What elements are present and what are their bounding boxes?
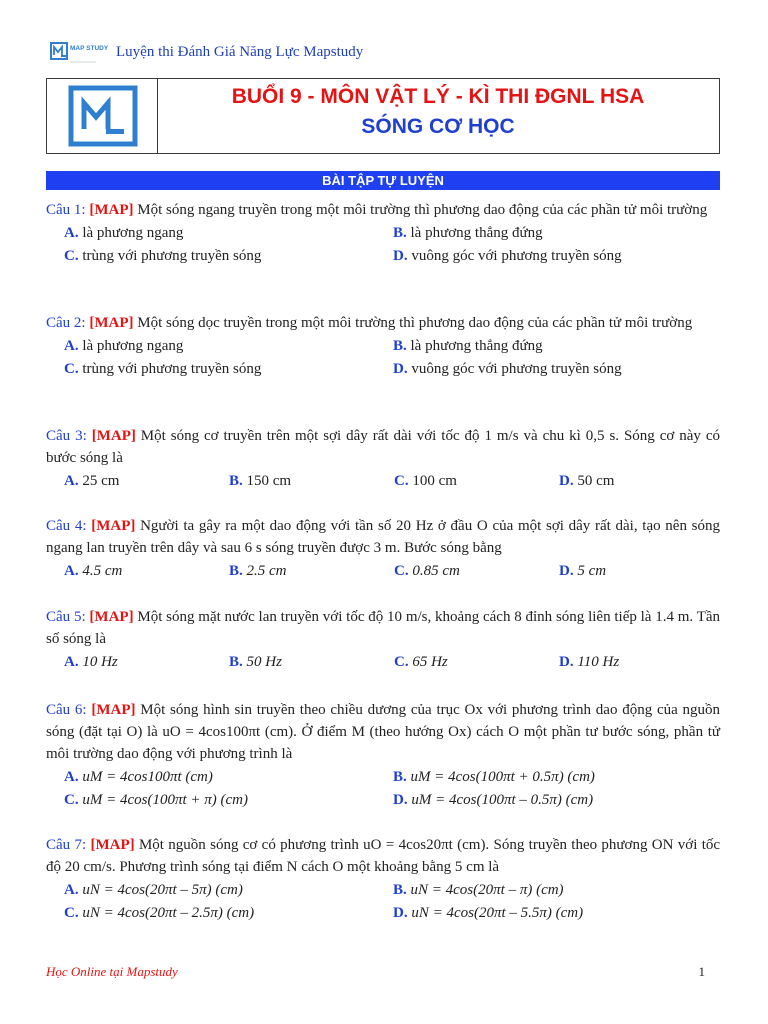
option-b[interactable] xyxy=(393,879,564,901)
option-text: uM = 4cos100πt (cm) xyxy=(82,769,213,785)
page-subtitle: SÓNG CƠ HỌC xyxy=(361,115,515,138)
question-5 xyxy=(46,606,720,674)
option-text: 10 Hz xyxy=(82,654,118,670)
header-logo-cell xyxy=(47,79,158,153)
top-title: Luyện thi Đánh Giá Năng Lực Mapstudy xyxy=(116,44,364,60)
question-tag: [MAP] xyxy=(89,202,134,218)
option-letter: A. xyxy=(64,882,79,898)
option-d[interactable] xyxy=(393,902,583,924)
option-text: 2.5 cm xyxy=(246,563,287,579)
option-text: 25 cm xyxy=(82,473,120,489)
question-tag: [MAP] xyxy=(90,837,135,853)
question-2 xyxy=(46,312,720,381)
option-text: vuông góc với phương truyền sóng xyxy=(411,248,622,264)
option-letter: D. xyxy=(393,792,408,808)
option-text: uM = 4cos(100πt + π) (cm) xyxy=(82,792,248,808)
question-number: Câu 2: xyxy=(46,315,86,331)
page-title: BUỔI 9 - MÔN VẬT LÝ - KÌ THI ĐGNL HSA xyxy=(231,85,645,108)
option-letter: A. xyxy=(64,473,79,489)
option-letter: A. xyxy=(64,338,79,354)
option-text: là phương thẳng đứng xyxy=(410,338,543,354)
question-stem xyxy=(46,699,720,765)
option-a[interactable] xyxy=(64,222,183,244)
option-text: 5 cm xyxy=(577,563,607,579)
option-b[interactable] xyxy=(229,651,282,673)
question-3 xyxy=(46,425,720,493)
option-b[interactable] xyxy=(229,470,291,492)
question-4 xyxy=(46,515,720,583)
option-letter: D. xyxy=(559,654,574,670)
option-text: uN = 4cos(20πt – 5π) (cm) xyxy=(82,882,243,898)
option-a[interactable] xyxy=(64,470,119,492)
question-1 xyxy=(46,199,720,268)
mapstudy-small-logo xyxy=(50,41,109,65)
option-text: uN = 4cos(20πt – π) (cm) xyxy=(410,882,564,898)
option-text: trùng với phương truyền sóng xyxy=(82,248,262,264)
option-c[interactable] xyxy=(64,358,261,380)
option-letter: A. xyxy=(64,225,79,241)
question-number: Câu 6: xyxy=(46,702,87,718)
logo-text: MAP STUDY xyxy=(70,45,109,52)
option-text: 65 Hz xyxy=(412,654,448,670)
option-letter: D. xyxy=(393,248,408,264)
option-c[interactable] xyxy=(64,245,261,267)
option-c[interactable] xyxy=(394,560,460,582)
option-a[interactable] xyxy=(64,560,122,582)
question-stem xyxy=(46,834,720,878)
option-text: là phương thẳng đứng xyxy=(410,225,543,241)
option-d[interactable] xyxy=(559,560,606,582)
option-text: uM = 4cos(100πt – 0.5π) (cm) xyxy=(411,792,594,808)
question-stem xyxy=(46,515,720,559)
section-title: BÀI TẬP TỰ LUYỆN xyxy=(46,171,720,190)
option-d[interactable] xyxy=(393,245,622,267)
question-7 xyxy=(46,834,720,925)
option-text: vuông góc với phương truyền sóng xyxy=(411,361,622,377)
option-text: 50 cm xyxy=(577,473,615,489)
question-tag: [MAP] xyxy=(89,315,134,331)
option-d[interactable] xyxy=(559,470,614,492)
option-letter: D. xyxy=(393,905,408,921)
option-a[interactable] xyxy=(64,879,243,901)
option-d[interactable] xyxy=(393,358,622,380)
option-text: 4.5 cm xyxy=(82,563,123,579)
option-c[interactable] xyxy=(394,651,448,673)
question-tag: [MAP] xyxy=(89,609,134,625)
option-text: uM = 4cos(100πt + 0.5π) (cm) xyxy=(410,769,595,785)
option-a[interactable] xyxy=(64,651,118,673)
footer-text: Học Online tại Mapstudy xyxy=(46,964,178,979)
question-text: Một sóng hình sin truyền theo chiều dương của trục Ox với phương trình dao động của nguồn sóng (đặt tại O) là uO = 4cos100πt (cm). Ở điểm M (theo hướng Ox) cách O một phần tư bước sóng, phần tử môi trường dao động với phương trình là xyxy=(46,702,721,762)
option-letter: B. xyxy=(393,338,407,354)
option-text: uN = 4cos(20πt – 2.5π) (cm) xyxy=(82,905,255,921)
option-c[interactable] xyxy=(64,902,254,924)
option-b[interactable] xyxy=(393,222,543,244)
option-letter: B. xyxy=(393,769,407,785)
question-stem xyxy=(46,425,720,469)
option-letter: B. xyxy=(229,654,243,670)
option-text: là phương ngang xyxy=(82,338,184,354)
option-letter: D. xyxy=(559,563,574,579)
option-letter: D. xyxy=(559,473,574,489)
question-number: Câu 1: xyxy=(46,202,86,218)
option-d[interactable] xyxy=(393,789,593,811)
option-letter: B. xyxy=(229,563,243,579)
question-6 xyxy=(46,699,720,812)
option-text: 150 cm xyxy=(246,473,292,489)
option-a[interactable] xyxy=(64,335,183,357)
option-text: trùng với phương truyền sóng xyxy=(82,361,262,377)
option-letter: B. xyxy=(393,882,407,898)
option-letter: C. xyxy=(394,473,409,489)
question-text: Một sóng dọc truyền trong một môi trường thì phương dao động của các phần tử môi trường xyxy=(137,315,693,331)
question-text: Một sóng ngang truyền trong một môi trường thì phương dao động của các phần tử môi trường xyxy=(137,202,708,218)
option-text: uN = 4cos(20πt – 5.5π) (cm) xyxy=(411,905,584,921)
option-text: 110 Hz xyxy=(577,654,620,670)
option-d[interactable] xyxy=(559,651,619,673)
option-c[interactable] xyxy=(64,789,248,811)
option-letter: A. xyxy=(64,654,79,670)
option-letter: B. xyxy=(393,225,407,241)
mapstudy-logo-icon xyxy=(68,85,138,147)
option-text: 0.85 cm xyxy=(412,563,460,579)
option-letter: A. xyxy=(64,769,79,785)
option-b[interactable] xyxy=(393,335,543,357)
option-b[interactable] xyxy=(393,766,595,788)
question-text: Một sóng cơ truyền trên một sợi dây rất dài với tốc độ 1 m/s và chu kì 0,5 s. Sóng cơ này có bước sóng là xyxy=(46,428,720,466)
question-tag: [MAP] xyxy=(91,702,136,718)
question-number: Câu 7: xyxy=(46,837,87,853)
option-letter: C. xyxy=(64,361,79,377)
option-letter: C. xyxy=(64,905,79,921)
option-letter: C. xyxy=(64,248,79,264)
question-stem xyxy=(46,606,720,650)
option-a[interactable] xyxy=(64,766,213,788)
header-box xyxy=(46,78,720,154)
option-text: 50 Hz xyxy=(246,654,282,670)
question-text: Một sóng mặt nước lan truyền với tốc độ 10 m/s, khoảng cách 8 đỉnh sóng liên tiếp là 1.4 m. Tần số sóng là xyxy=(46,609,721,647)
question-number: Câu 3: xyxy=(46,428,87,444)
option-letter: B. xyxy=(229,473,243,489)
question-text: Người ta gây ra một dao động với tần số 20 Hz ở đầu O của một sợi dây rất dài, tạo nên sóng ngang lan truyền trên dây và sau 6 s sóng truyền được 3 m. Bước sóng bằng xyxy=(46,518,720,556)
option-letter: A. xyxy=(64,563,79,579)
option-letter: C. xyxy=(394,563,409,579)
question-text: Một nguồn sóng cơ có phương trình uO = 4cos20πt (cm). Sóng truyền theo phương ON với tốc độ 20 cm/s. Phương trình sóng tại điểm N cách O một khoảng bằng 5 cm là xyxy=(46,837,721,875)
question-number: Câu 5: xyxy=(46,609,86,625)
option-letter: C. xyxy=(64,792,79,808)
option-letter: D. xyxy=(393,361,408,377)
question-stem xyxy=(46,199,720,221)
option-text: là phương ngang xyxy=(82,225,184,241)
option-letter: C. xyxy=(394,654,409,670)
option-text: 100 cm xyxy=(412,473,457,489)
option-b[interactable] xyxy=(229,560,287,582)
question-tag: [MAP] xyxy=(91,428,136,444)
option-c[interactable] xyxy=(394,470,457,492)
question-tag: [MAP] xyxy=(91,518,136,534)
question-number: Câu 4: xyxy=(46,518,87,534)
page-number: 1 xyxy=(698,964,705,979)
question-stem xyxy=(46,312,720,334)
